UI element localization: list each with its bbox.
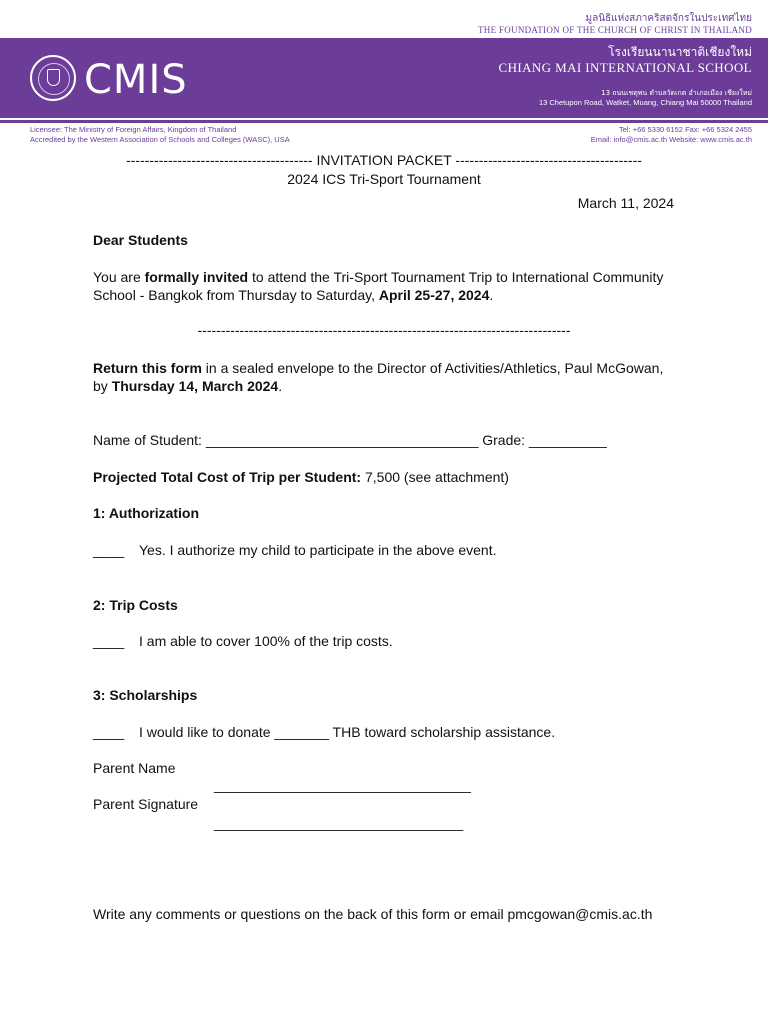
- authorization-statement: Yes. I authorize my child to participate in the above event.: [139, 542, 497, 558]
- footer-contact-note: Write any comments or questions on the back of this form or email pmcgowan@cmis.ac.th: [93, 906, 653, 922]
- parent-signature-field[interactable]: ________________________________: [214, 815, 464, 831]
- event-title: 2024 ICS Tri-Sport Tournament: [287, 171, 481, 187]
- section-trip-costs-title: 2: Trip Costs: [93, 597, 178, 613]
- school-identity: [499, 44, 752, 108]
- student-name-grade-field[interactable]: Name of Student: ___________________________________ Grade: __________: [93, 432, 607, 448]
- banner-divider: [0, 120, 768, 123]
- authorization-checkbox-blank[interactable]: ____: [93, 542, 125, 558]
- scholarship-checkbox-blank[interactable]: ____: [93, 724, 125, 740]
- parent-name-field[interactable]: _________________________________: [214, 777, 471, 793]
- foundation-english: THE FOUNDATION OF THE CHURCH OF CHRIST IN THAILAND: [477, 25, 752, 35]
- section-separator: --------------------------------------------------------------------------------: [197, 322, 571, 338]
- projected-cost: Projected Total Cost of Trip per Student: 7,500 (see attachment): [93, 469, 509, 485]
- address-thai: 13 ถนนเชตุพน ตำบลวัดเกต อำเภอเมือง เชียงใหม่: [601, 89, 752, 97]
- parent-name-label: Parent Name: [93, 760, 176, 776]
- scholarship-statement[interactable]: I would like to donate _______ THB toward scholarship assistance.: [139, 724, 556, 740]
- foundation-thai: มูลนิธิแห่งสภาคริสตจักรในประเทศไทย: [585, 13, 752, 24]
- address-english: 13 Chetupon Road, Watket, Muang, Chiang Mai 50000 Thailand: [538, 98, 752, 107]
- trip-costs-statement: I am able to cover 100% of the trip costs.: [139, 633, 393, 649]
- email-website-line: Email: info@cmis.ac.th Website: www.cmis.ac.th: [590, 134, 752, 144]
- school-name-english: CHIANG MAI INTERNATIONAL SCHOOL: [498, 60, 752, 75]
- letter-date: March 11, 2024: [577, 195, 674, 211]
- invitation-heading: ---------------------------------------- INVITATION PACKET ----------------------------------------: [126, 152, 642, 168]
- parent-signature-label: Parent Signature: [93, 796, 199, 812]
- section-scholarships-title: 3: Scholarships: [93, 687, 198, 703]
- salutation: Dear Students: [93, 232, 188, 248]
- phone-fax-line: Tel: +66 5330 6152 Fax: +66 5324 2455: [618, 125, 752, 134]
- school-name-thai: โรงเรียนนานาชาติเชียงใหม่: [608, 45, 752, 59]
- trip-costs-checkbox-blank[interactable]: ____: [93, 633, 125, 649]
- accreditation-line: Accredited by the Western Association of Schools and Colleges (WASC), USA: [30, 134, 290, 144]
- section-authorization-title: 1: Authorization: [93, 505, 200, 521]
- foundation-header: [478, 12, 752, 36]
- cmis-logo: CMIS: [84, 57, 188, 103]
- license-line: Licensee: The Ministry of Foreign Affairs, Kingdom of Thailand: [30, 125, 237, 134]
- school-banner: [0, 38, 768, 118]
- invitation-paragraph: You are formally invited to attend the Tri-Sport Tournament Trip to International Community School - Bangkok from Thursday to Saturday, April 25-27, 2024.: [93, 269, 664, 303]
- license-info: [30, 125, 290, 144]
- contact-info: [591, 125, 752, 144]
- return-instructions: Return this form in a sealed envelope to the Director of Activities/Athletics, Paul McGowan, by Thursday 14, March 2024.: [93, 360, 664, 394]
- school-seal-icon: [30, 55, 76, 101]
